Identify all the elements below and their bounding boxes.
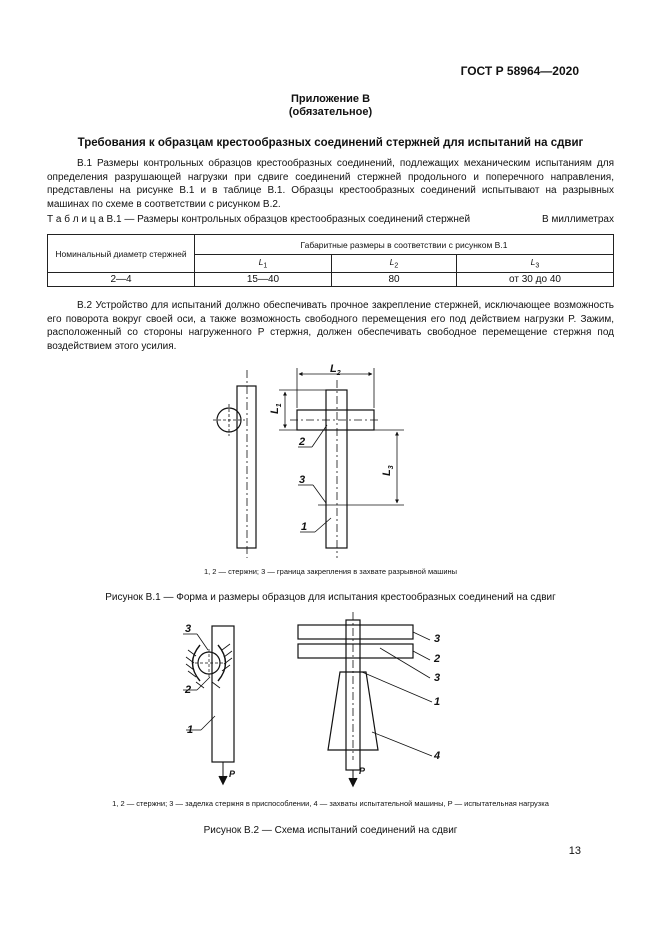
cell-l1: 15—40 <box>195 273 332 287</box>
fig2-left-label-1: 1 <box>187 724 194 736</box>
fig2-crossbar <box>298 644 413 658</box>
cell-diameter: 2—4 <box>48 273 195 287</box>
fig2-left-rod <box>212 626 234 762</box>
fig2-right-label-1: 1 <box>434 696 441 708</box>
fig2-left-load-label: P <box>229 769 236 779</box>
fig1-label-2: 2 <box>299 436 306 448</box>
section-title: Требования к образцам крестообразных соединений стержней для испытаний на сдвиг <box>77 137 584 149</box>
fig1-label-3: 3 <box>299 474 306 486</box>
cell-l2: 80 <box>332 273 457 287</box>
standard-designation: ГОСТ Р 58964—2020 <box>460 64 579 78</box>
fig1-label-l2: $L_2$ <box>330 363 341 377</box>
header-l3: $L_3$ <box>457 255 614 273</box>
header-l2: $L_2$ <box>332 255 457 273</box>
fig2-right-load-label: P <box>359 766 366 776</box>
fig2-left-label-3: 3 <box>185 623 192 635</box>
table-caption: Т а б л и ц а В.1 — Размеры контрольных образцов крестообразных соединений стержней <box>47 214 471 225</box>
paragraph-b1-text: В.1 Размеры контрольных образцов крестообразных соединений, подлежащих механическим испытаниям для определения разрушающей нагрузки при сдвиге соединений стержней продольного и поперечного направления, представлены на рисунке В.1 и в таблице В.1. Образцы крестообразных соединений испытывают на разрывных машинах по схеме в соответствии с рисунком В.2. <box>47 158 614 210</box>
figure-b1-note: 1, 2 — стержни; 3 — граница закрепления в захвате разрывной машины <box>203 567 458 576</box>
header-group: Габаритные размеры в соответствии с рисунком В.1 <box>195 235 614 255</box>
fig2-top-grip <box>298 625 413 639</box>
fig2-right-label-3a: 3 <box>434 633 441 645</box>
appendix-status: (обязательное) <box>288 106 373 118</box>
fig2-right-label-2: 2 <box>434 653 441 665</box>
header-diameter: Номинальный диаметр стержней <box>48 235 195 273</box>
appendix-title: Приложение В <box>290 93 371 105</box>
fig1-label-l3: $L_3$ <box>381 465 395 476</box>
fig1-label-1: 1 <box>301 521 308 533</box>
figure-b1-caption: Рисунок В.1 — Форма и размеры образцов для испытания крестообразных соединений на сдвиг <box>105 592 556 603</box>
fig2-right-label-4: 4 <box>434 750 441 762</box>
paragraph-b2-text: В.2 Устройство для испытаний должно обеспечивать прочное закрепление стержней, исключающее возможность его поворота вокруг своей оси, а также возможность свободного перемещения его под действием нагрузки P. Зажим, расположенный со стороны нагруженного P стержня, должен обеспечивать свободное перемещение стержня под воздействием этого усилия. <box>47 300 614 352</box>
header-l1: $L_1$ <box>195 255 332 273</box>
page-number: 13 <box>568 845 581 857</box>
cell-l3: от 30 до 40 <box>457 273 614 287</box>
figure-b2-caption: Рисунок В.2 — Схема испытаний соединений на сдвиг <box>203 825 458 836</box>
fig2-left-label-2: 2 <box>185 684 192 696</box>
figure-b2-note: 1, 2 — стержни; 3 — заделка стержня в приспособлении, 4 — захваты испытательной машины, P — испытательная нагрузка <box>112 799 549 808</box>
fig2-right-label-3b: 3 <box>434 672 441 684</box>
table-units: В миллиметрах <box>542 214 614 225</box>
fig1-label-l1: $L_1$ <box>269 403 283 414</box>
